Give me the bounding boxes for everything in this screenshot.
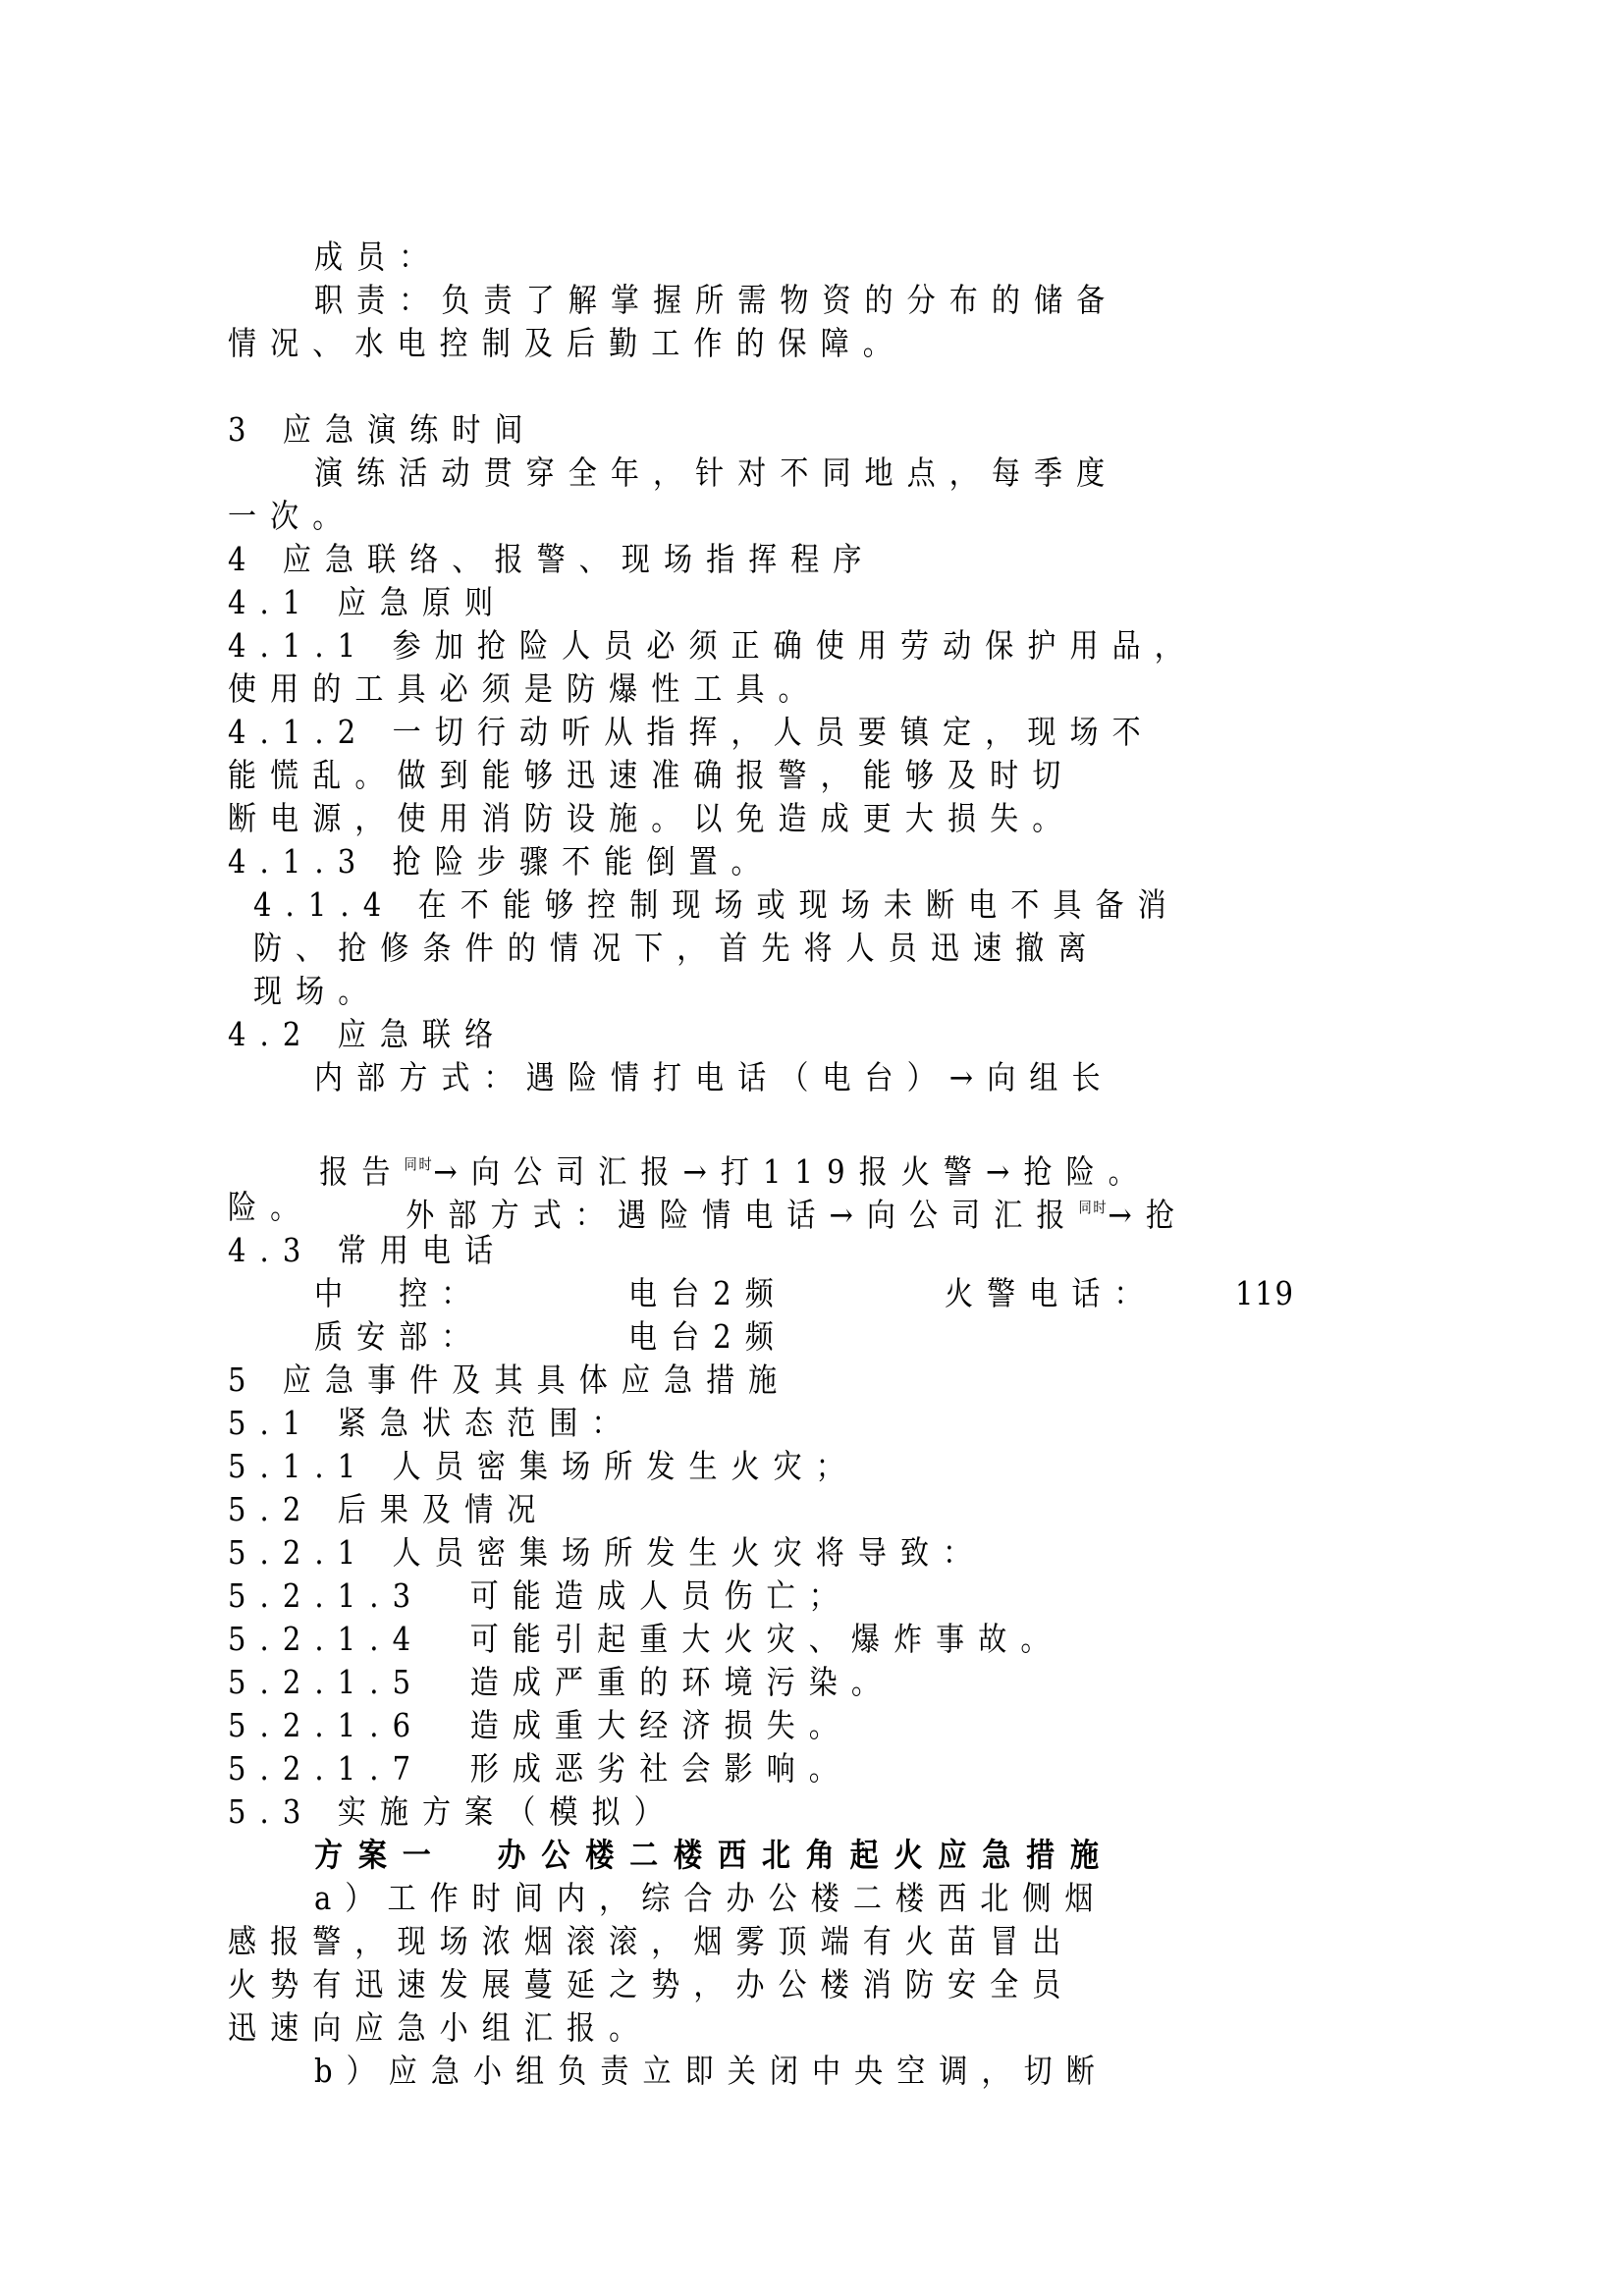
plan-one-para-a-3: 火势有迅速发展蔓延之势，办公楼消防安全员 bbox=[228, 1965, 1075, 2003]
external-contact-line-2: 险。 bbox=[228, 1188, 313, 1226]
item-5-2-1-5: 5.2.1.5 造成严重的环境污染。 bbox=[228, 1663, 893, 1701]
plan-one-para-a-1: a）工作时间内，综合办公楼二楼西北侧烟 bbox=[314, 1879, 1108, 1917]
external-contact-tail: →抢 bbox=[1108, 1196, 1188, 1234]
section-5-heading: 5 应急事件及其具体应急措施 bbox=[228, 1361, 791, 1399]
item-5-1-1: 5.1.1 人员密集场所发生火灾； bbox=[228, 1447, 858, 1485]
section-3-heading: 3 应急演练时间 bbox=[228, 410, 537, 449]
fire-phone-number: 119 bbox=[1235, 1274, 1295, 1312]
item-4-1-2-line-1: 4.1.2 一切行动听从指挥，人员要镇定，现场不 bbox=[228, 713, 1155, 751]
duties-line-2: 情况、水电控制及后勤工作的保障。 bbox=[228, 324, 905, 362]
plan-one-para-a-4: 迅速向应急小组汇报。 bbox=[228, 2008, 652, 2047]
plan-one-para-b-1: b）应急小组负责立即关闭中央空调，切断 bbox=[314, 2052, 1109, 2090]
item-4-1-4-line-2: 防、抢修条件的情况下，首先将人员迅速撤离 bbox=[253, 929, 1101, 967]
section-5-2-heading: 5.2 后果及情况 bbox=[228, 1490, 550, 1528]
section-4-1-heading: 4.1 应急原则 bbox=[228, 583, 508, 621]
section-4-3-heading: 4.3 常用电话 bbox=[228, 1231, 508, 1269]
item-5-2-1-7: 5.2.1.7 形成恶劣社会影响。 bbox=[228, 1749, 851, 1788]
item-4-1-1-line-2: 使用的工具必须是防爆性工具。 bbox=[228, 669, 821, 708]
item-4-1-4-line-1: 4.1.4 在不能够控制现场或现场未断电不具备消 bbox=[253, 885, 1180, 924]
phone-row-qa-label: 质安部： bbox=[314, 1317, 484, 1356]
members-label: 成员： bbox=[314, 238, 442, 276]
item-5-2-1-3: 5.2.1.3 可能造成人员伤亡； bbox=[228, 1576, 851, 1615]
simultaneous-note: 同时 bbox=[404, 1155, 434, 1173]
item-5-2-1-4: 5.2.1.4 可能引起重大火灾、爆炸事故。 bbox=[228, 1620, 1063, 1658]
section-3-body-1: 演练活动贯穿全年，针对不同地点，每季度 bbox=[314, 454, 1119, 492]
phone-row-central-control-value: 电台2频 bbox=[628, 1274, 787, 1312]
item-4-1-2-line-3: 断电源，使用消防设施。以免造成更大损失。 bbox=[228, 799, 1075, 837]
phone-row-central-control-label: 中 控： bbox=[314, 1274, 484, 1312]
section-4-2-heading: 4.2 应急联络 bbox=[228, 1015, 508, 1053]
external-contact-chain: 外部方式：遇险情电话→向公司汇报 bbox=[406, 1196, 1079, 1234]
internal-contact-line-1: 内部方式：遇险情打电话（电台）→向组长 bbox=[314, 1058, 1114, 1096]
item-4-1-1-line-1: 4.1.1 参加抢险人员必须正确使用劳动保护用品， bbox=[228, 626, 1197, 665]
section-5-3-heading: 5.3 实施方案（模拟） bbox=[228, 1792, 677, 1831]
item-4-1-2-line-2: 能慌乱。做到能够迅速准确报警，能够及时切 bbox=[228, 756, 1075, 794]
item-5-2-1: 5.2.1 人员密集场所发生火灾将导致： bbox=[228, 1533, 986, 1572]
internal-contact-chain: →向公司汇报→打119报火警→抢险。 bbox=[433, 1152, 1151, 1191]
plan-one-title: 方案一 办公楼二楼西北角起火应急措施 bbox=[314, 1836, 1114, 1874]
duties-line-1: 职责：负责了解掌握所需物资的分布的储备 bbox=[314, 281, 1119, 319]
item-4-1-4-line-3: 现场。 bbox=[253, 972, 381, 1010]
item-4-1-3: 4.1.3 抢险步骤不能倒置。 bbox=[228, 842, 774, 881]
section-5-1-heading: 5.1 紧急状态范围： bbox=[228, 1404, 634, 1442]
simultaneous-note: 同时 bbox=[1078, 1199, 1109, 1216]
section-4-heading: 4 应急联络、报警、现场指挥程序 bbox=[228, 540, 876, 578]
internal-contact-report: 报告 bbox=[319, 1152, 405, 1191]
item-5-2-1-6: 5.2.1.6 造成重大经济损失。 bbox=[228, 1706, 851, 1744]
plan-one-para-a-2: 感报警，现场浓烟滚滚，烟雾顶端有火苗冒出 bbox=[228, 1922, 1075, 1960]
section-3-body-2: 一次。 bbox=[228, 497, 355, 535]
fire-phone-label: 火警电话： bbox=[945, 1274, 1157, 1312]
phone-row-qa-value: 电台2频 bbox=[628, 1317, 787, 1356]
